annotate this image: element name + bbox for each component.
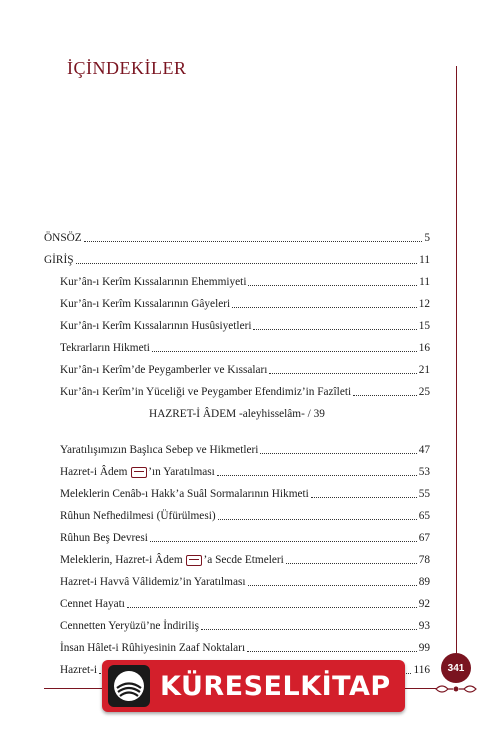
toc-entry-title: Kur’ân-ı Kerîm Kıssalarının Husûsiyetleri [60, 320, 252, 332]
toc-entry-page: 15 [418, 320, 430, 332]
leader-dots [286, 563, 417, 564]
toc-entry-title: Yaratılışımızın Başlıca Sebep ve Hikmetleri [60, 444, 259, 456]
leader-dots [218, 519, 417, 520]
toc-entry[interactable] [60, 337, 430, 355]
leader-dots [217, 475, 417, 476]
leader-dots [84, 241, 423, 242]
toc-entry-page: 92 [418, 598, 430, 610]
toc-entry-page: 53 [418, 466, 430, 478]
toc-entry-page: 25 [418, 386, 430, 398]
honorific-glyph-icon [131, 467, 147, 478]
toc-entry-page: 21 [418, 364, 430, 376]
toc-entry-page: 67 [418, 532, 430, 544]
toc-entry-introduction[interactable] [44, 249, 430, 267]
toc-entry[interactable] [60, 439, 430, 457]
toc-entry-title: Cennet Hayatı [60, 598, 125, 610]
page-number-badge: 341 [441, 653, 471, 683]
leader-dots [232, 307, 417, 308]
toc-entry-title: Meleklerin Cenâb-ı Hakk’a Suâl Sormalarının Hikmeti [60, 488, 309, 500]
ornament-icon [434, 682, 478, 696]
toc-entry[interactable] [60, 505, 430, 523]
leader-dots [253, 329, 416, 330]
toc-entry[interactable] [60, 549, 430, 567]
toc-entry-page: 99 [418, 642, 430, 654]
toc-entry-page: 5 [424, 232, 430, 244]
leader-dots [201, 629, 417, 630]
leader-dots [269, 373, 416, 374]
leader-dots [76, 263, 418, 264]
toc-entry-title [60, 465, 215, 479]
toc-entry-title-pre: Meleklerin, Hazret-i Âdem [60, 554, 186, 566]
leader-dots [247, 651, 417, 652]
toc-entry-title: Kur’ân-ı Kerîm’in Yüceliği ve Peygamber Efendimiz’in Fazîleti [60, 386, 352, 398]
honorific-glyph-icon [186, 555, 202, 566]
toc-entry-title: Rûhun Nefhedilmesi (Üfürülmesi) [60, 510, 216, 522]
right-margin-rule [456, 66, 457, 662]
leader-dots [260, 453, 416, 454]
toc-entry[interactable] [60, 381, 430, 399]
toc-entry-title-post: ’ın Yaratılması [148, 466, 215, 478]
toc-entry-page: 16 [418, 342, 430, 354]
toc-entry-page: 65 [418, 510, 430, 522]
toc-entry-title: Kur’ân-ı Kerîm Kıssalarının Ehemmiyeti [60, 276, 247, 288]
toc-entry-page: 11 [419, 276, 430, 288]
toc-entry-page: 11 [419, 254, 430, 266]
toc-entry-page: 93 [418, 620, 430, 632]
leader-dots [248, 285, 417, 286]
toc-entry-title: Cennetten Yeryüzü’ne İndiriliş [60, 620, 199, 632]
toc-entry-page: 89 [418, 576, 430, 588]
toc-entry-preface[interactable] [44, 227, 430, 245]
toc-entry-page: 12 [418, 298, 430, 310]
toc-entry[interactable] [60, 271, 430, 289]
leader-dots [248, 585, 417, 586]
leader-dots [150, 541, 417, 542]
watermark-banner [102, 660, 405, 712]
banner-label: KÜRESELKİTAP [160, 670, 391, 702]
toc-entry-page: 55 [418, 488, 430, 500]
toc-entry-title-post: ’a Secde Etmeleri [203, 554, 284, 566]
toc-entry[interactable] [60, 593, 430, 611]
toc-entry[interactable] [60, 637, 430, 655]
toc-entry[interactable] [60, 527, 430, 545]
toc-entry-title: Tekrarların Hikmeti [60, 342, 150, 354]
toc-entry-title: Hazret-i Havvâ Vâlidemiz’in Yaratılması [60, 576, 246, 588]
toc-entry[interactable] [60, 315, 430, 333]
leader-dots [353, 395, 417, 396]
toc-entry[interactable] [60, 615, 430, 633]
leader-dots [311, 497, 417, 498]
toc-entry-title: Hazret-i [60, 664, 98, 676]
toc-entry-title-pre: Hazret-i Âdem [60, 466, 131, 478]
toc-entry-page: 47 [418, 444, 430, 456]
toc-entry[interactable] [60, 461, 430, 479]
leader-dots [152, 351, 417, 352]
toc-entry-title: İnsan Hâlet-i Rûhiyesinin Zaaf Noktaları [60, 642, 246, 654]
toc-entry[interactable] [60, 359, 430, 377]
toc-entry-title: GİRİŞ [44, 254, 74, 266]
toc-entry[interactable] [60, 293, 430, 311]
kureselkitap-logo-icon [108, 665, 150, 707]
toc-entry-page: 116 [413, 664, 430, 676]
toc-entry-title: Kur’ân-ı Kerîm Kıssalarının Gâyeleri [60, 298, 231, 310]
toc-entry[interactable] [60, 483, 430, 501]
page-title: İÇİNDEKİLER [67, 58, 187, 78]
toc-entry-title: Rûhun Beş Devresi [60, 532, 148, 544]
toc-entry-title: ÖNSÖZ [44, 232, 82, 244]
section-heading: HAZRET-İ ÂDEM -aleyhisselâm- / 39 [149, 408, 325, 420]
toc-entry[interactable] [60, 571, 430, 589]
leader-dots [127, 607, 417, 608]
toc-entry-page: 78 [418, 554, 430, 566]
toc-entry-title: Kur’ân-ı Kerîm’de Peygamberler ve Kıssaları [60, 364, 268, 376]
toc-entry-title [60, 553, 284, 567]
